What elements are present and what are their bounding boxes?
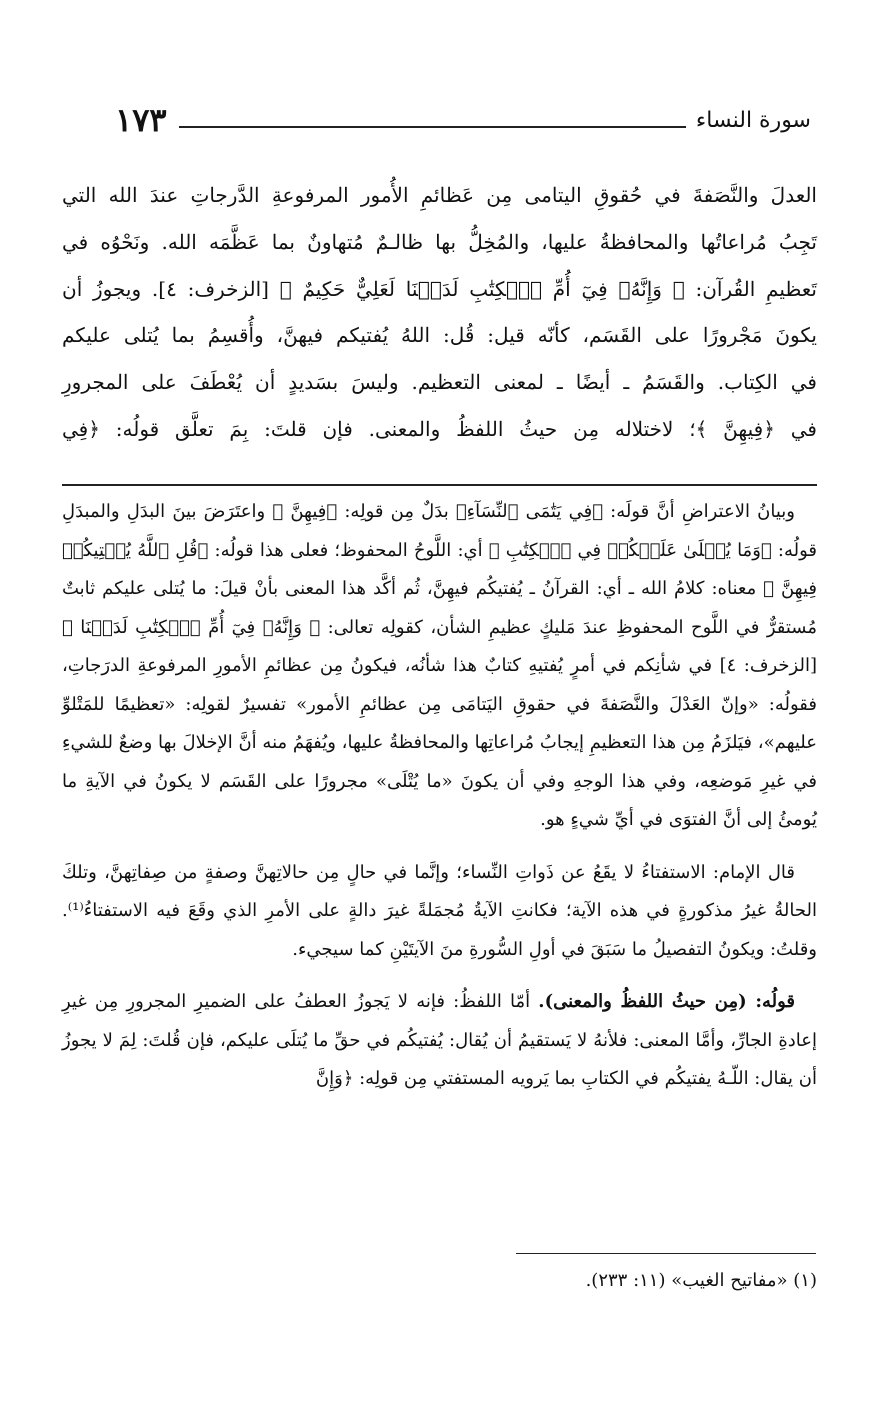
- main-text-line: تَعظيمِ القُرآن: ﴿ وَإِنَّهُۥ فِيٓ أُمِّ ٱلۡكِتَٰبِ لَدَيۡنَا لَعَلِيٌّ حَكِيمٌ ﴾ [الزخرف: ٤]. ويجوزُ أن: [62, 276, 817, 301]
- main-text-line: في الكِتاب. والقَسَمُ ـ أيضًا ـ لمعنى التعظيم. وليسَ بسَديدٍ أن يُعْطَفَ على المجرورِ: [62, 370, 817, 395]
- main-text: [62, 172, 817, 453]
- commentary-paragraph-text: أمّا اللفظُ: فإنه لا يَجوزُ العطفُ على الضميرِ المجرورِ مِن غيرِ إعادةِ الجارِّ، وأمَّا المعنى: فلأنهُ لا يَستقيمُ أن يُقال: يُفتيكُم في حقِّ ما يُتلَى عليكم، فإن قُلتَ: لِمَ لا يجوزُ أن يقال: اللّـهُ يفتيكُم في الكتابِ بما يَرويه المستفتي مِن قولِه: ﴿وَإِنَّ: [62, 991, 817, 1089]
- surah-name: سورة النساء: [695, 107, 811, 133]
- commentary-paragraph: وبيانُ الاعتراضِ أنَّ قولَه: ﴿فِي يَتَٰمَى ٱلنِّسَآءِ﴾ بدَلٌ مِن قولِه: ﴿فِيهِنَّ ﴾ واعتَرَضَ بينَ البدَلِ والمبدَلِ قولُه: ﴿وَمَا يُتۡلَىٰ عَلَيۡكُمۡ فِي ٱلۡكِتَٰبِ ﴾ أي: اللَّوحُ المحفوظ؛ فعلى هذا قولُه: ﴿قُلِ ٱللَّهُ يُفۡتِيكُمۡ فِيهِنَّ ﴾ معناه: كلامُ الله ـ أي: القرآنُ ـ يُفتيكُم فيهِنَّ، ثُم أكَّد هذا المعنى بأنْ قيلَ: ما يُتلى عليكم ثابتٌ مُستقرٌّ في اللَّوح المحفوظِ عندَ مَليكٍ عظيمِ الشأن، كقولِه تعالى: ﴿ وَإِنَّهُۥ فِيٓ أُمِّ ٱلۡكِتَٰبِ لَدَيۡنَا ﴾ [الزخرف: ٤] في شأنِكم في أمرٍ يُفتيهِ كتابٌ هذا شأنُه، فيكونُ مِن عظائمِ الأمورِ المرفوعةِ الدرَجاتِ، فقولُه: «وإنّ العَدْلَ والنَّصَفةَ في حقوقِ اليَتامَى مِن عظائمِ الأمور» تفسيرٌ لقولِه: «تعظيمًا للمَتْلوِّ عليهم»، فيَلزَمُ مِن هذا التعظيمِ إيجابُ مُراعاتِها والمحافظةُ عليها، ويُفهَمُ منه أنَّ الإخلالَ بها وضعٌ للشيءِ في غيرِ مَوضعِه، وفي هذا الوجهِ وفي أن يكونَ «ما يُتْلَى» مجرورًا على القَسَم لا يكونُ في الآيةِ ما يُومئُ إلى أنَّ الفتوَى في أيِّ شيءٍ هو.: [62, 501, 817, 830]
- commentary-paragraph: قال الإمام: الاستفتاءُ لا يقَعُ عن ذَواتِ النِّساء؛ وإنَّما في حالٍ مِن حالاتِهنَّ وصفةٍ من صِفاتِهنَّ، وتلكَ الحالةُ غيرُ مذكورةٍ في هذه الآية؛ فكانتِ الآيةُ مُجمَلةً غيرَ دالةٍ على الأمرِ الذي وقَعَ فيه الاستفتاءُ⁽¹⁾. وقلتُ: ويكونُ التفصيلُ ما سَبَقَ في أولِ السُّورةِ منَ الآيتَيْنِ كما سيجيء.: [62, 861, 817, 960]
- page-number: ١٧٣: [115, 101, 167, 139]
- footnote-divider: [516, 1253, 816, 1254]
- page-header: [115, 100, 811, 140]
- main-text-line: في ﴿فِيهِنَّ ﴾؛ لاختلاله مِن حيثُ اللفظُ والمعنى. فإن قلتَ: بِمَ تعلَّق قولُه: ﴿فِي: [62, 416, 817, 441]
- main-text-line: يكونَ مَجْرورًا على القَسَم، كأنّه قيل: قُل: اللهُ يُفتيكم فيهنَّ، وأُقسِمُ بما يُتلى عليكم: [62, 323, 817, 348]
- commentary-paragraph: [62, 983, 817, 1099]
- footnote: (١) «مفاتيح الغيب» (١١: ٢٣٣).: [585, 1270, 817, 1291]
- main-text-line: تَجِبُ مُراعاتُها والمحافظةُ عليها، والمُخِلُّ بها ظالـمٌ مُتهاونٌ بما عَظَّمَه الله. ونَحْوُه في: [62, 229, 817, 254]
- commentary: [62, 493, 817, 1099]
- main-text-line: العدلَ والنَّصَفةَ في حُقوقِ اليتامى مِن عَظائمِ الأُمور المرفوعةِ الدَّرجاتِ عندَ الله التي: [62, 183, 817, 207]
- quote-label: قولُه: (مِن حيثُ اللفظُ والمعنى).: [538, 991, 796, 1012]
- header-rule: [179, 126, 686, 128]
- section-divider: [62, 484, 817, 486]
